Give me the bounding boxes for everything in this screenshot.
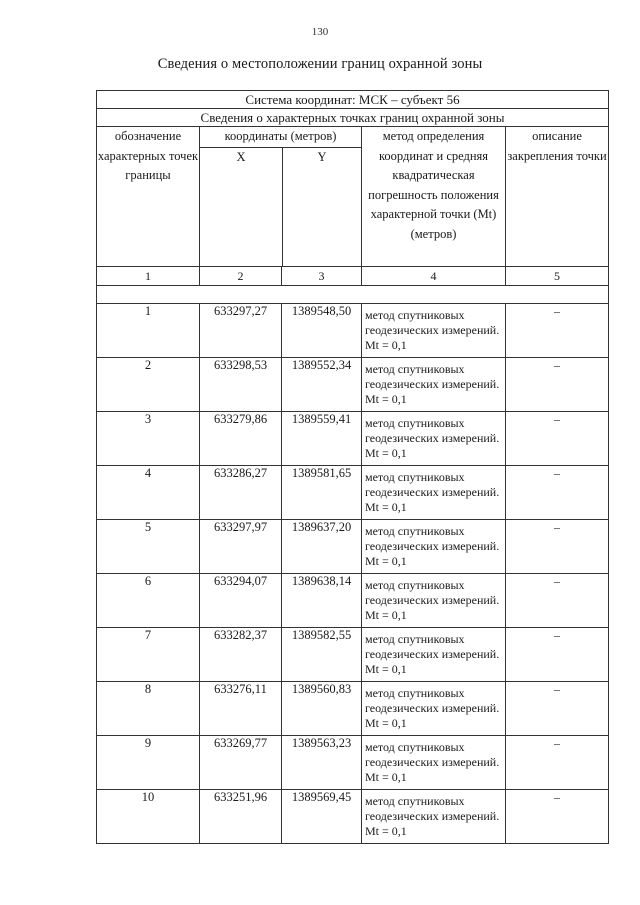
table-row: [97, 303, 609, 357]
point-number: 4: [97, 465, 200, 519]
description-cell: –: [506, 789, 609, 843]
page-number: 130: [311, 26, 329, 38]
header-y: Y: [317, 149, 327, 164]
table-row: [97, 681, 609, 735]
point-number: 8: [97, 681, 200, 735]
column-number-4: 4: [362, 266, 506, 285]
method-cell: метод спутниковых геодезических измерений. Mt = 0,1: [362, 573, 506, 627]
table-row: [97, 357, 609, 411]
table-row: [97, 573, 609, 627]
coord-system-header: Система координат: МСК – субъект 56: [97, 91, 609, 109]
coord-y: 1389560,83: [282, 681, 362, 735]
description-cell: –: [506, 519, 609, 573]
point-number: 3: [97, 411, 200, 465]
coord-x: 633276,11: [200, 681, 282, 735]
point-number: 9: [97, 735, 200, 789]
description-cell: –: [506, 627, 609, 681]
column-number-2: 2: [200, 266, 282, 285]
description-cell: –: [506, 735, 609, 789]
point-number: 1: [97, 303, 200, 357]
method-cell: метод спутниковых геодезических измерений. Mt = 0,1: [362, 465, 506, 519]
method-cell: метод спутниковых геодезических измерений. Mt = 0,1: [362, 357, 506, 411]
description-cell: –: [506, 681, 609, 735]
coord-x: 633251,96: [200, 789, 282, 843]
table-row: [97, 627, 609, 681]
description-cell: –: [506, 573, 609, 627]
coord-y: 1389582,55: [282, 627, 362, 681]
spacer-row: [97, 285, 609, 303]
coord-x: 633298,53: [200, 357, 282, 411]
coord-x: 633297,27: [200, 303, 282, 357]
coord-y: 1389637,20: [282, 519, 362, 573]
method-cell: метод спутниковых геодезических измерений. Mt = 0,1: [362, 411, 506, 465]
coord-y: 1389548,50: [282, 303, 362, 357]
point-number: 7: [97, 627, 200, 681]
coord-x: 633282,37: [200, 627, 282, 681]
description-cell: –: [506, 411, 609, 465]
table-row: [97, 735, 609, 789]
header-point-designation: обозначение характерных точек границы: [97, 127, 200, 267]
boundary-points-table: [96, 90, 609, 844]
points-header: Сведения о характерных точках границ охранной зоны: [97, 109, 609, 127]
method-cell: метод спутниковых геодезических измерений. Mt = 0,1: [362, 735, 506, 789]
coord-y: 1389638,14: [282, 573, 362, 627]
column-number-3: 3: [282, 266, 362, 285]
document-title: Сведения о местоположении границ охранной зоны: [157, 56, 483, 72]
coord-x: 633294,07: [200, 573, 282, 627]
header-x: X: [200, 148, 283, 266]
method-cell: метод спутниковых геодезических измерений. Mt = 0,1: [362, 519, 506, 573]
coord-y: 1389563,23: [282, 735, 362, 789]
header-method: метод определения координат и средняя квадратическая погрешность положения характерной точки (Mt) (метров): [362, 127, 506, 267]
method-cell: метод спутниковых геодезических измерений. Mt = 0,1: [362, 303, 506, 357]
header-coordinates: [200, 127, 362, 267]
point-number: 5: [97, 519, 200, 573]
coord-y: 1389552,34: [282, 357, 362, 411]
header-description: описание закрепления точки: [506, 127, 609, 267]
description-cell: –: [506, 465, 609, 519]
table-row: [97, 465, 609, 519]
coord-y: 1389581,65: [282, 465, 362, 519]
point-number: 6: [97, 573, 200, 627]
table-row: [97, 411, 609, 465]
coord-y: 1389559,41: [282, 411, 362, 465]
description-cell: –: [506, 303, 609, 357]
table-row: [97, 519, 609, 573]
table-row: [97, 789, 609, 843]
point-number: 2: [97, 357, 200, 411]
coord-x: 633297,97: [200, 519, 282, 573]
column-number-1: 1: [97, 266, 200, 285]
coord-y: 1389569,45: [282, 789, 362, 843]
point-number: 10: [97, 789, 200, 843]
coord-x: 633269,77: [200, 735, 282, 789]
coord-x: 633279,86: [200, 411, 282, 465]
method-cell: метод спутниковых геодезических измерений. Mt = 0,1: [362, 681, 506, 735]
description-cell: –: [506, 357, 609, 411]
method-cell: метод спутниковых геодезических измерений. Mt = 0,1: [362, 789, 506, 843]
method-cell: метод спутниковых геодезических измерений. Mt = 0,1: [362, 627, 506, 681]
column-number-5: 5: [506, 266, 609, 285]
header-coordinates-label: координаты (метров): [200, 127, 361, 148]
coord-x: 633286,27: [200, 465, 282, 519]
